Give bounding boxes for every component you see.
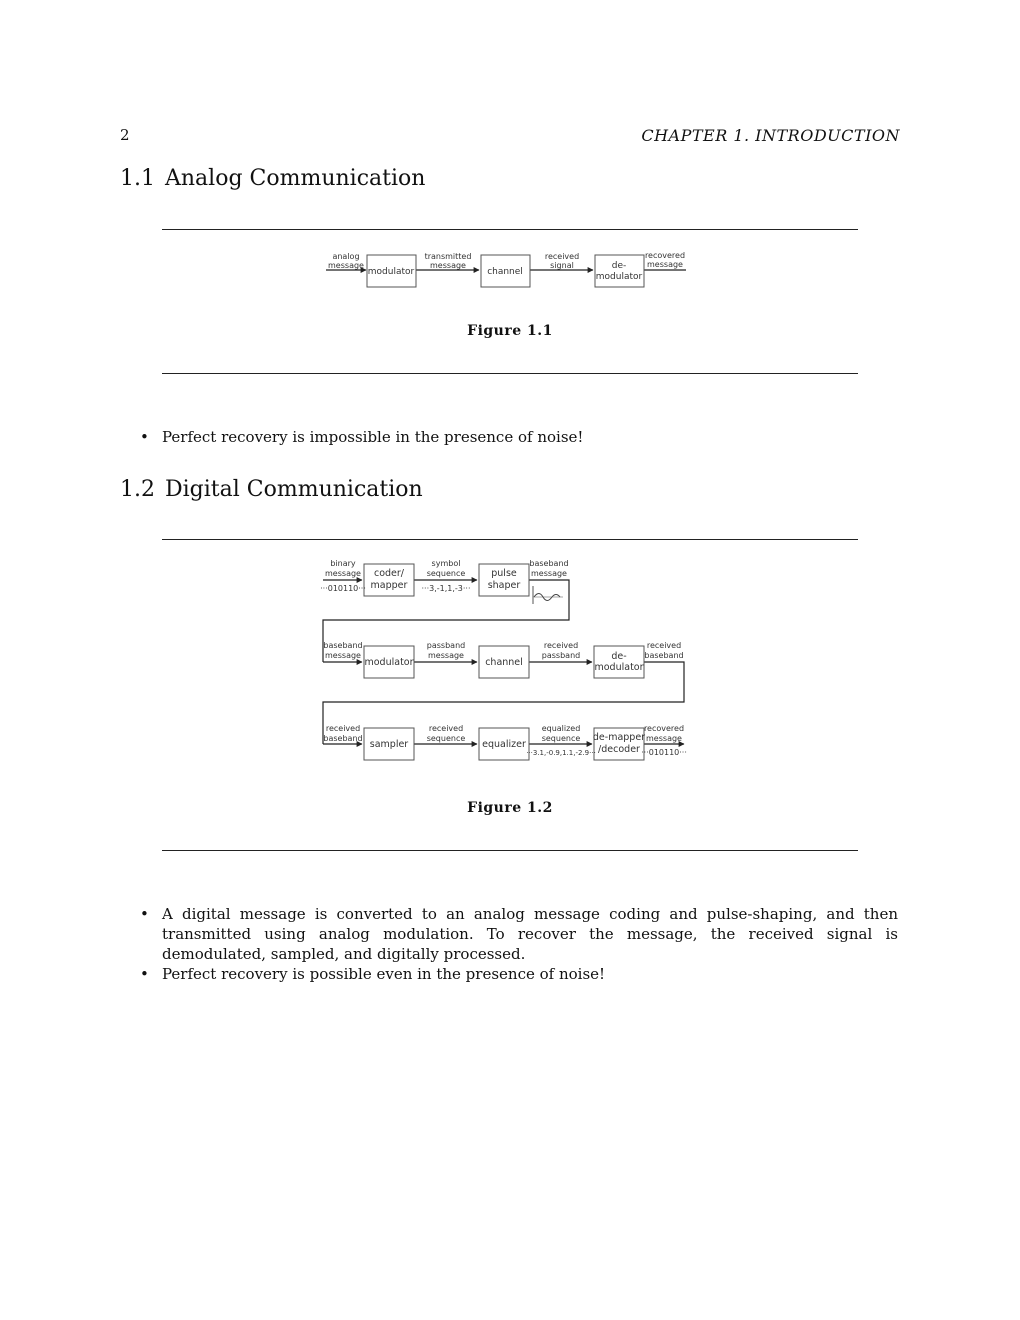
signal-label: equalized — [541, 724, 581, 733]
block-label: equalizer — [482, 739, 526, 750]
signal-label: recovered — [643, 724, 685, 733]
signal-label: analog — [332, 252, 360, 261]
block-label: de- — [611, 651, 627, 662]
signal-label: message — [531, 569, 567, 578]
section-heading-analog — [120, 166, 425, 191]
signal-label: baseband — [529, 559, 569, 568]
bullet-text: Perfect recovery is possible even in the presence of noise! — [162, 965, 606, 983]
signal-label: ···3.1,-0.9,1.1,-2.9··· — [526, 749, 596, 757]
figure-bottom-rule — [162, 373, 858, 374]
block-label: modulator — [595, 272, 643, 282]
list-item — [140, 964, 898, 984]
block-label: /decoder — [598, 744, 640, 755]
figure-caption: Figure 1.2 — [467, 800, 553, 816]
signal-label: received — [646, 641, 682, 650]
section-number: 1.2 — [120, 477, 155, 502]
figure-top-rule — [162, 229, 858, 230]
bullet-text: A digital message is converted to an analog message coding and pulse-shaping, and then transmitted using analog modulation. To recover the message, the received signal is demodulated, sampled, and digitally processed. — [162, 905, 898, 963]
signal-label: received — [428, 724, 464, 733]
signal-label: binary — [330, 559, 356, 568]
signal-label: passband — [541, 651, 581, 660]
signal-label: message — [325, 651, 361, 660]
block-label: shaper — [487, 580, 521, 591]
signal-label: baseband — [323, 641, 363, 650]
signal-label: received — [325, 724, 361, 733]
section-heading-digital — [120, 477, 423, 502]
page-number: 2 — [120, 126, 130, 144]
block-label: sampler — [369, 739, 409, 750]
signal-label: ···010110··· — [320, 584, 366, 593]
signal-label: sequence — [541, 734, 581, 743]
block-label: channel — [485, 657, 523, 668]
signal-label: symbol — [431, 559, 461, 568]
list-item — [140, 427, 898, 447]
figure-bottom-rule — [162, 850, 858, 851]
signal-label: transmitted — [424, 252, 472, 261]
block-label: pulse — [491, 568, 517, 579]
signal-label: message — [430, 261, 466, 270]
signal-label: recovered — [644, 251, 686, 260]
block-label: coder/ — [373, 568, 405, 579]
pulse-waveform-icon — [533, 586, 563, 604]
section-title: Analog Communication — [165, 166, 426, 191]
figure-1-2-diagram — [0, 550, 1020, 780]
block-label: de-mapper — [592, 732, 646, 743]
signal-label: passband — [426, 641, 466, 650]
signal-label: baseband — [323, 734, 363, 743]
bullet-list — [140, 904, 898, 984]
signal-label: sequence — [426, 569, 466, 578]
list-item — [140, 904, 898, 964]
bullet-dot: • — [140, 905, 149, 923]
block-label: modulator — [367, 267, 415, 277]
signal-label: ···010110··· — [641, 748, 687, 757]
figure-top-rule — [162, 539, 858, 540]
section-number: 1.1 — [120, 166, 155, 191]
bullet-text: Perfect recovery is impossible in the presence of noise! — [162, 428, 584, 446]
block-label: channel — [487, 267, 523, 277]
signal-label: baseband — [644, 651, 684, 660]
signal-label: message — [328, 261, 364, 270]
block-label: modulator — [364, 657, 414, 668]
signal-label: received — [544, 252, 580, 261]
signal-label: message — [428, 651, 464, 660]
block-label: mapper — [370, 580, 408, 591]
signal-label: message — [647, 260, 683, 269]
figure-caption: Figure 1.1 — [467, 323, 553, 339]
signal-label: message — [646, 734, 682, 743]
bullet-dot: • — [140, 965, 149, 983]
block-label: modulator — [594, 662, 644, 673]
signal-label: signal — [550, 261, 574, 270]
signal-label: sequence — [426, 734, 466, 743]
bullet-dot: • — [140, 428, 149, 446]
bullet-list — [140, 427, 898, 447]
running-header: CHAPTER 1. INTRODUCTION — [641, 126, 900, 145]
signal-label: received — [543, 641, 579, 650]
demodulator-block — [595, 255, 644, 287]
figure-1-1-diagram — [0, 240, 1020, 310]
signal-label: ···3,-1,1,-3··· — [421, 584, 471, 593]
signal-label: message — [325, 569, 361, 578]
block-label: de- — [611, 261, 627, 271]
section-title: Digital Communication — [165, 477, 423, 502]
